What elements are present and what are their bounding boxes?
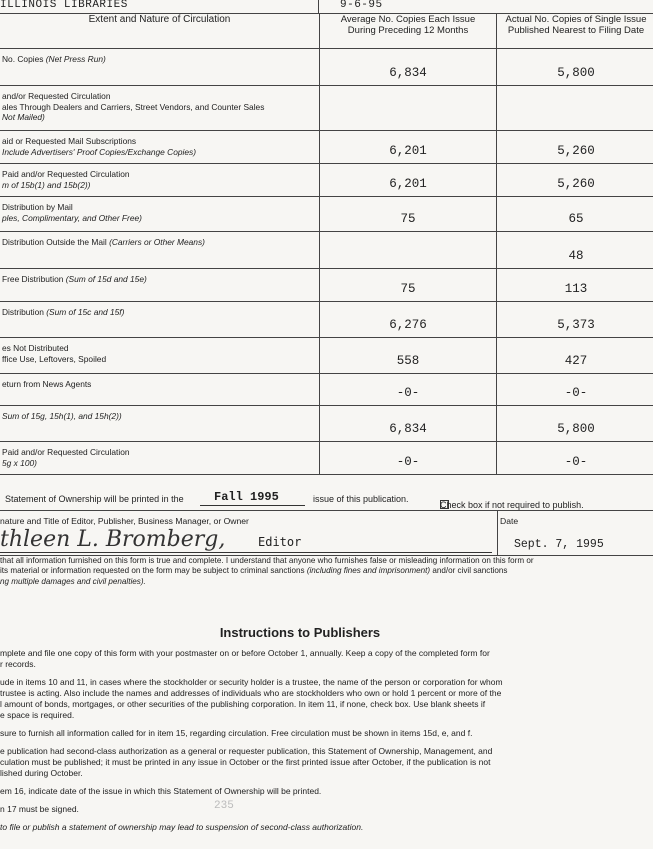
- table-row: [0, 197, 653, 232]
- label-text: Distribution: [2, 307, 47, 317]
- row-label: [0, 374, 319, 390]
- average-value-cell: [320, 338, 497, 374]
- cert-italic: (including fines and imprisonment): [306, 566, 431, 576]
- row-label-line: [2, 202, 319, 213]
- row-label-cell: [0, 302, 320, 338]
- divider: [497, 511, 498, 555]
- cert-text: that all information furnished on this form is true and complete. I understand that anyone who furnishes false or misleading information on this form or: [0, 556, 534, 565]
- actual-value: 113: [564, 282, 588, 296]
- actual-value: 5,373: [557, 318, 595, 332]
- average-value-cell: [320, 406, 497, 442]
- average-value-cell: [320, 302, 497, 338]
- row-label-line: [2, 343, 319, 354]
- average-value-cell: [320, 164, 497, 197]
- row-label-line: [2, 458, 319, 469]
- instructions-list: [0, 648, 653, 840]
- certification-line: [0, 577, 653, 587]
- actual-value: 5,800: [557, 66, 595, 80]
- row-label-line: [2, 354, 319, 365]
- cert-italic: ng multiple damages and civil penalties).: [0, 576, 146, 586]
- average-value: 75: [400, 282, 416, 296]
- row-label: [0, 269, 319, 285]
- label-text: ales Through Dealers and Carriers, Street Vendors, and Counter Sales: [2, 101, 265, 112]
- label-text: ffice Use, Leftovers, Spoiled: [2, 353, 107, 364]
- table-row: [0, 131, 653, 164]
- instruction-line: culation must be published; it must be printed in any issue in October or the first printed issue after October, if the publication is not: [0, 757, 491, 767]
- actual-value-cell: [497, 164, 653, 197]
- instruction-line: r records.: [0, 659, 36, 669]
- instruction-line: sure to furnish all information called for in item 15, regarding circulation. Free circulation must be shown in items 15d, e, and f.: [0, 728, 473, 738]
- row-label-line: [2, 136, 319, 147]
- label-text: and/or Requested Circulation: [2, 91, 111, 101]
- row-label-line: [2, 91, 319, 102]
- circulation-table: [0, 13, 653, 475]
- average-value-cell: [320, 49, 497, 86]
- instruction-line: l amount of bonds, mortgages, or other securities of the publishing corporation. In item 11, if none, check box. Use blank sheets if: [0, 699, 486, 709]
- issue-underline: [200, 505, 305, 506]
- row-label: [0, 338, 319, 364]
- average-value: 558: [396, 354, 420, 368]
- cert-text-tail: and/or civil sanctions: [430, 566, 508, 576]
- label-text: aid or Requested Mail Subscriptions: [2, 136, 137, 146]
- actual-value-cell: [497, 197, 653, 232]
- table-row: [0, 338, 653, 374]
- instructions-title: Instructions to Publishers: [219, 625, 381, 640]
- actual-value-cell: [497, 269, 653, 302]
- row-label: [0, 164, 319, 190]
- average-value: 6,201: [389, 177, 427, 191]
- average-value-cell: [320, 442, 497, 475]
- table-row: [0, 86, 653, 131]
- average-value-cell: [320, 232, 497, 269]
- row-label-line: [2, 274, 319, 285]
- average-value: 6,834: [389, 422, 427, 436]
- header-average-line2: During Preceding 12 Months: [347, 25, 469, 36]
- average-value: 6,201: [389, 144, 427, 158]
- row-label-line: [2, 102, 319, 113]
- actual-value-cell: [497, 442, 653, 475]
- instruction-item: [0, 648, 653, 670]
- certification-line: [0, 566, 653, 576]
- row-label-line: [2, 379, 319, 390]
- actual-value-cell: [497, 49, 653, 86]
- row-label-cell: [0, 131, 320, 164]
- label-italic: (Carriers or Other Means): [109, 237, 205, 247]
- label-text: Distribution by Mail: [2, 202, 73, 212]
- average-value-cell: [320, 197, 497, 232]
- header-extent: Extent and Nature of Circulation: [0, 14, 320, 49]
- certification-line: [0, 556, 653, 566]
- row-label-cell: [0, 232, 320, 269]
- actual-value-cell: [497, 406, 653, 442]
- header-actual: [497, 14, 653, 49]
- row-label: [0, 232, 319, 248]
- filing-date: 9-6-95: [340, 0, 383, 11]
- actual-value: -0-: [564, 455, 588, 469]
- actual-value: [497, 125, 653, 130]
- page-stamp: 235: [214, 800, 234, 812]
- handwritten-signature: thleen L. Bromberg,: [0, 527, 226, 552]
- row-label: [0, 131, 319, 157]
- average-value-cell: [320, 131, 497, 164]
- instruction-item: [0, 728, 653, 739]
- publication-notice-pre: Statement of Ownership will be printed in the: [5, 494, 184, 504]
- signature-date: Sept. 7, 1995: [514, 538, 604, 551]
- actual-value: 48: [568, 249, 584, 263]
- row-label-line: [2, 411, 319, 422]
- table-row: [0, 269, 653, 302]
- instruction-line: e publication had second-class authorization as a general or requester publication, this Statement of Ownership, Management, and: [0, 746, 493, 756]
- row-label-line: [2, 237, 319, 248]
- publication-issue: Fall 1995: [214, 490, 279, 504]
- label-italic: Sum of 15g, 15h(1), and 15h(2)): [2, 411, 122, 421]
- row-label: [0, 406, 319, 422]
- actual-value-cell: [497, 131, 653, 164]
- average-value: 75: [400, 212, 416, 226]
- publication-title: ILLINOIS LIBRARIES: [0, 0, 128, 11]
- average-value: [320, 263, 496, 268]
- row-label: [0, 197, 319, 223]
- instruction-line: e space is required.: [0, 710, 75, 720]
- instruction-line: ude in items 10 and 11, in cases where the stockholder or security holder is a trustee, the name of the person or corporation for whom: [0, 677, 503, 687]
- average-value: [320, 125, 496, 130]
- row-label: [0, 302, 319, 318]
- row-label-line: [2, 147, 319, 158]
- actual-value: 5,800: [557, 422, 595, 436]
- label-italic: (Net Press Run): [45, 54, 106, 64]
- row-label: [0, 442, 319, 468]
- row-label-cell: [0, 338, 320, 374]
- label-text: No. Copies: [2, 54, 46, 64]
- table-row: [0, 442, 653, 475]
- instruction-line: mplete and file one copy of this form with your postmaster on or before October 1, annually. Keep a copy of the completed form for: [0, 648, 490, 658]
- actual-value-cell: [497, 374, 653, 406]
- table-row: [0, 406, 653, 442]
- instruction-item: [0, 746, 653, 779]
- label-italic: Not Mailed): [2, 112, 45, 122]
- label-italic: m of 15b(1) and 15b(2)): [2, 179, 91, 190]
- table-header-row: [0, 14, 653, 49]
- row-label-cell: [0, 86, 320, 131]
- row-label-line: [2, 169, 319, 180]
- header-actual-line1: Actual No. Copies of Single Issue: [505, 14, 647, 25]
- row-label-cell: [0, 49, 320, 86]
- average-value: 6,834: [389, 66, 427, 80]
- checkbox-label: Check box if not required to publish.: [440, 500, 584, 510]
- signature-label: nature and Title of Editor, Publisher, Business Manager, or Owner: [0, 516, 249, 526]
- instruction-item: [0, 822, 653, 833]
- row-label-cell: [0, 406, 320, 442]
- row-label-cell: [0, 374, 320, 406]
- label-italic: Include Advertisers' Proof Copies/Exchange Copies): [2, 146, 197, 157]
- divider: [318, 0, 319, 13]
- actual-value-cell: [497, 338, 653, 374]
- average-value: -0-: [396, 386, 420, 400]
- instruction-line: lished during October.: [0, 768, 83, 778]
- header-average-line1: Average No. Copies Each Issue: [340, 14, 476, 25]
- instruction-line: trustee is acting. Also include the names and addresses of individuals who are stockholders who own or hold 1 percent or more of the: [0, 688, 502, 698]
- publication-notice-row: [0, 488, 653, 511]
- label-text: eturn from News Agents: [2, 379, 92, 389]
- instruction-item: [0, 677, 653, 721]
- instruction-item: [0, 804, 653, 815]
- form-top-row: [0, 0, 653, 13]
- actual-value: 5,260: [557, 144, 595, 158]
- row-label-line: [2, 213, 319, 224]
- instruction-item: [0, 786, 653, 797]
- certification-text: [0, 556, 653, 587]
- average-value: -0-: [396, 455, 420, 469]
- actual-value-cell: [497, 86, 653, 131]
- row-label-line: [2, 112, 319, 123]
- actual-value: 65: [568, 212, 584, 226]
- actual-value: -0-: [564, 386, 588, 400]
- cert-text: its material or information requested on the form may be subject to criminal sanctions: [0, 566, 307, 576]
- label-text: Distribution Outside the Mail: [2, 237, 110, 247]
- label-italic: ples, Complimentary, and Other Free): [2, 212, 142, 223]
- row-label-cell: [0, 442, 320, 475]
- row-label: [0, 49, 319, 65]
- average-value-cell: [320, 269, 497, 302]
- average-value: 6,276: [389, 318, 427, 332]
- row-label-cell: [0, 197, 320, 232]
- table-row: [0, 164, 653, 197]
- label-text: Free Distribution: [2, 274, 66, 284]
- table-row: [0, 302, 653, 338]
- label-text: Paid and/or Requested Circulation: [2, 447, 130, 457]
- date-label: Date: [500, 516, 519, 526]
- row-label-line: [2, 447, 319, 458]
- signature-row: [0, 511, 653, 556]
- row-label-cell: [0, 164, 320, 197]
- signature-line: [0, 552, 492, 553]
- row-label: [0, 86, 319, 123]
- average-value-cell: [320, 374, 497, 406]
- row-label-line: [2, 180, 319, 191]
- instruction-line: to file or publish a statement of ownership may lead to suspension of second-class authorization.: [0, 822, 364, 832]
- header-actual-line2: Published Nearest to Filing Date: [507, 25, 645, 36]
- label-text: es Not Distributed: [2, 343, 69, 353]
- table-row: [0, 49, 653, 86]
- actual-value-cell: [497, 232, 653, 269]
- actual-value: 5,260: [557, 177, 595, 191]
- label-italic: (Sum of 15d and 15e): [65, 274, 147, 284]
- row-label-line: [2, 307, 319, 318]
- label-italic: (Sum of 15c and 15f): [46, 307, 125, 317]
- row-label-cell: [0, 269, 320, 302]
- average-value-cell: [320, 86, 497, 131]
- actual-value-cell: [497, 302, 653, 338]
- instruction-line: em 16, indicate date of the issue in which this Statement of Ownership will be printed.: [0, 786, 322, 796]
- actual-value: 427: [564, 354, 588, 368]
- row-label-line: [2, 54, 319, 65]
- header-average: [320, 14, 497, 49]
- table-row: [0, 374, 653, 406]
- table-row: [0, 232, 653, 269]
- label-text: Paid and/or Requested Circulation: [2, 169, 130, 179]
- publication-notice-post: issue of this publication.: [313, 494, 409, 504]
- label-italic: 5g x 100): [2, 457, 37, 468]
- instruction-line: n 17 must be signed.: [0, 804, 79, 814]
- signer-title: Editor: [258, 535, 302, 549]
